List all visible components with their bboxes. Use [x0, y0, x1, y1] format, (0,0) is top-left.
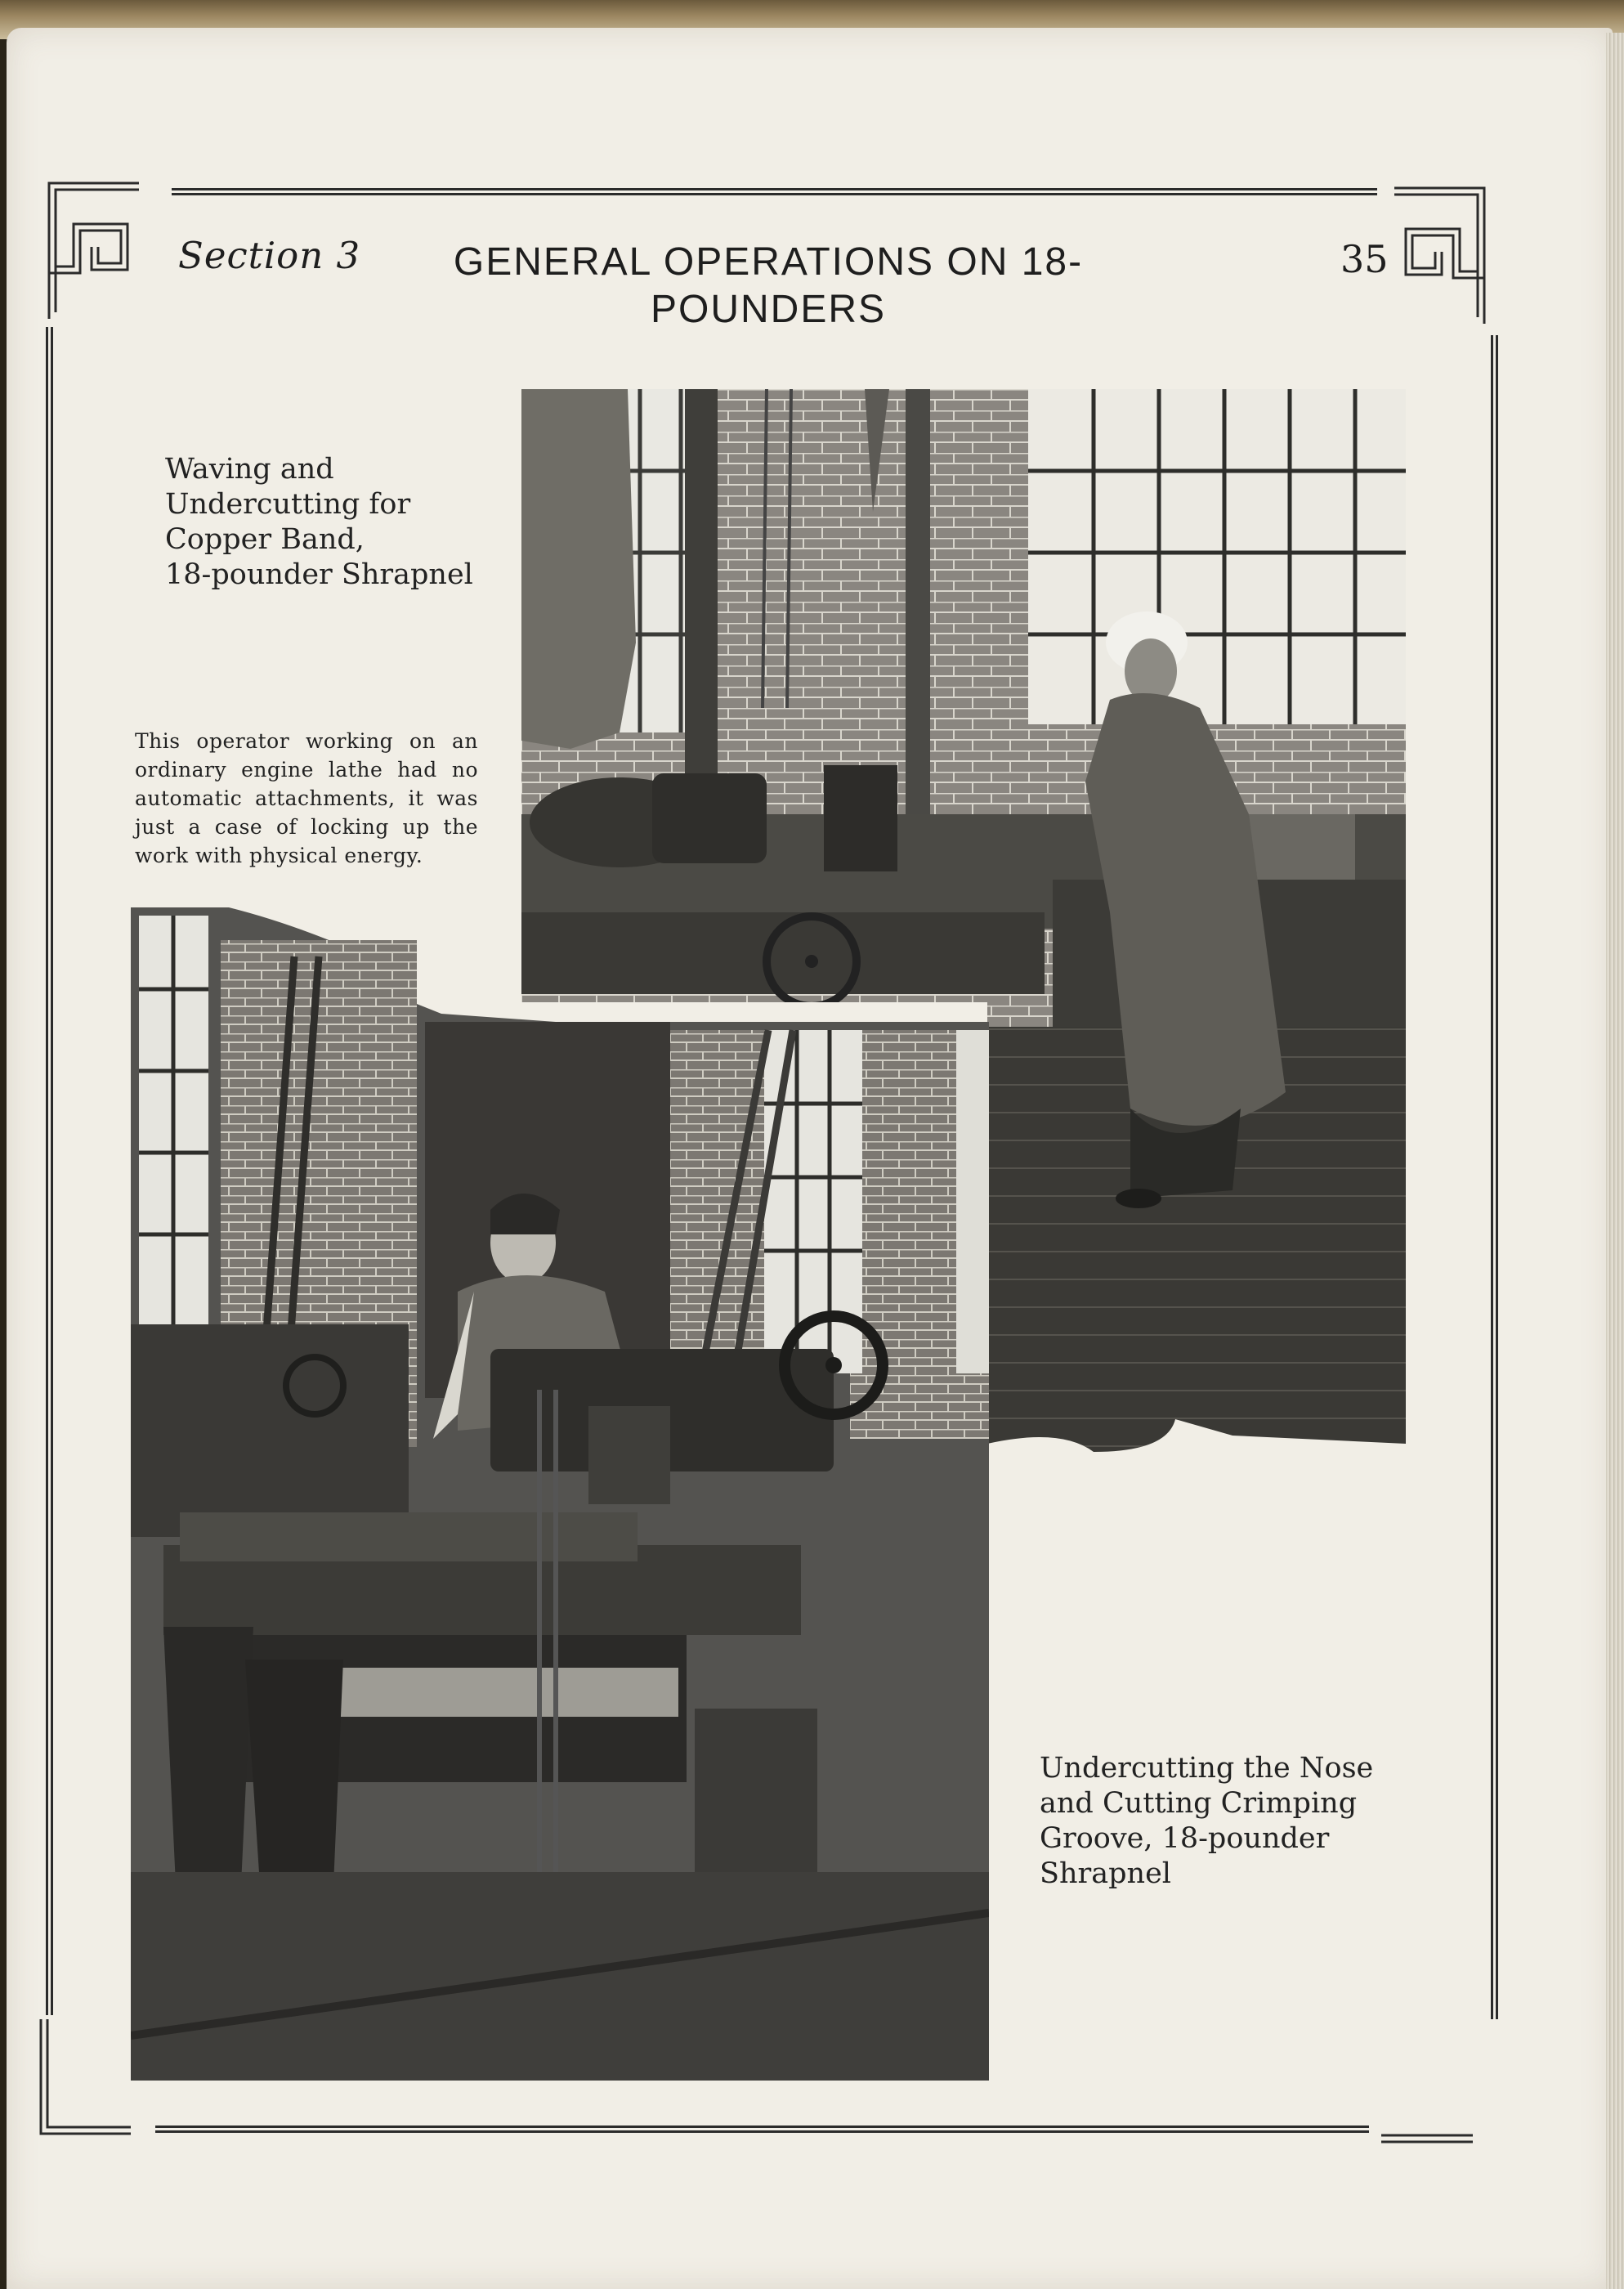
page-edges	[1606, 33, 1624, 2289]
bottom-photo-caption: Undercutting the Nose and Cutting Crimping Groove, 18-pounder Shrapnel	[1040, 1752, 1374, 1890]
page-title: GENERAL OPERATIONS ON 18-POUNDERS	[453, 240, 1084, 331]
top-photo-note: This operator working on an ordinary engine lathe had no automatic attachments, it was just a case of locking up the work with physical energy.	[135, 729, 478, 867]
top-photo-caption: Waving and Undercutting for Copper Band, 18-pounder Shrapnel	[165, 453, 473, 591]
section-label: Section 3	[178, 234, 361, 277]
page-number: 35	[1340, 237, 1389, 281]
photo-lathe-operator-seated	[131, 907, 989, 2081]
